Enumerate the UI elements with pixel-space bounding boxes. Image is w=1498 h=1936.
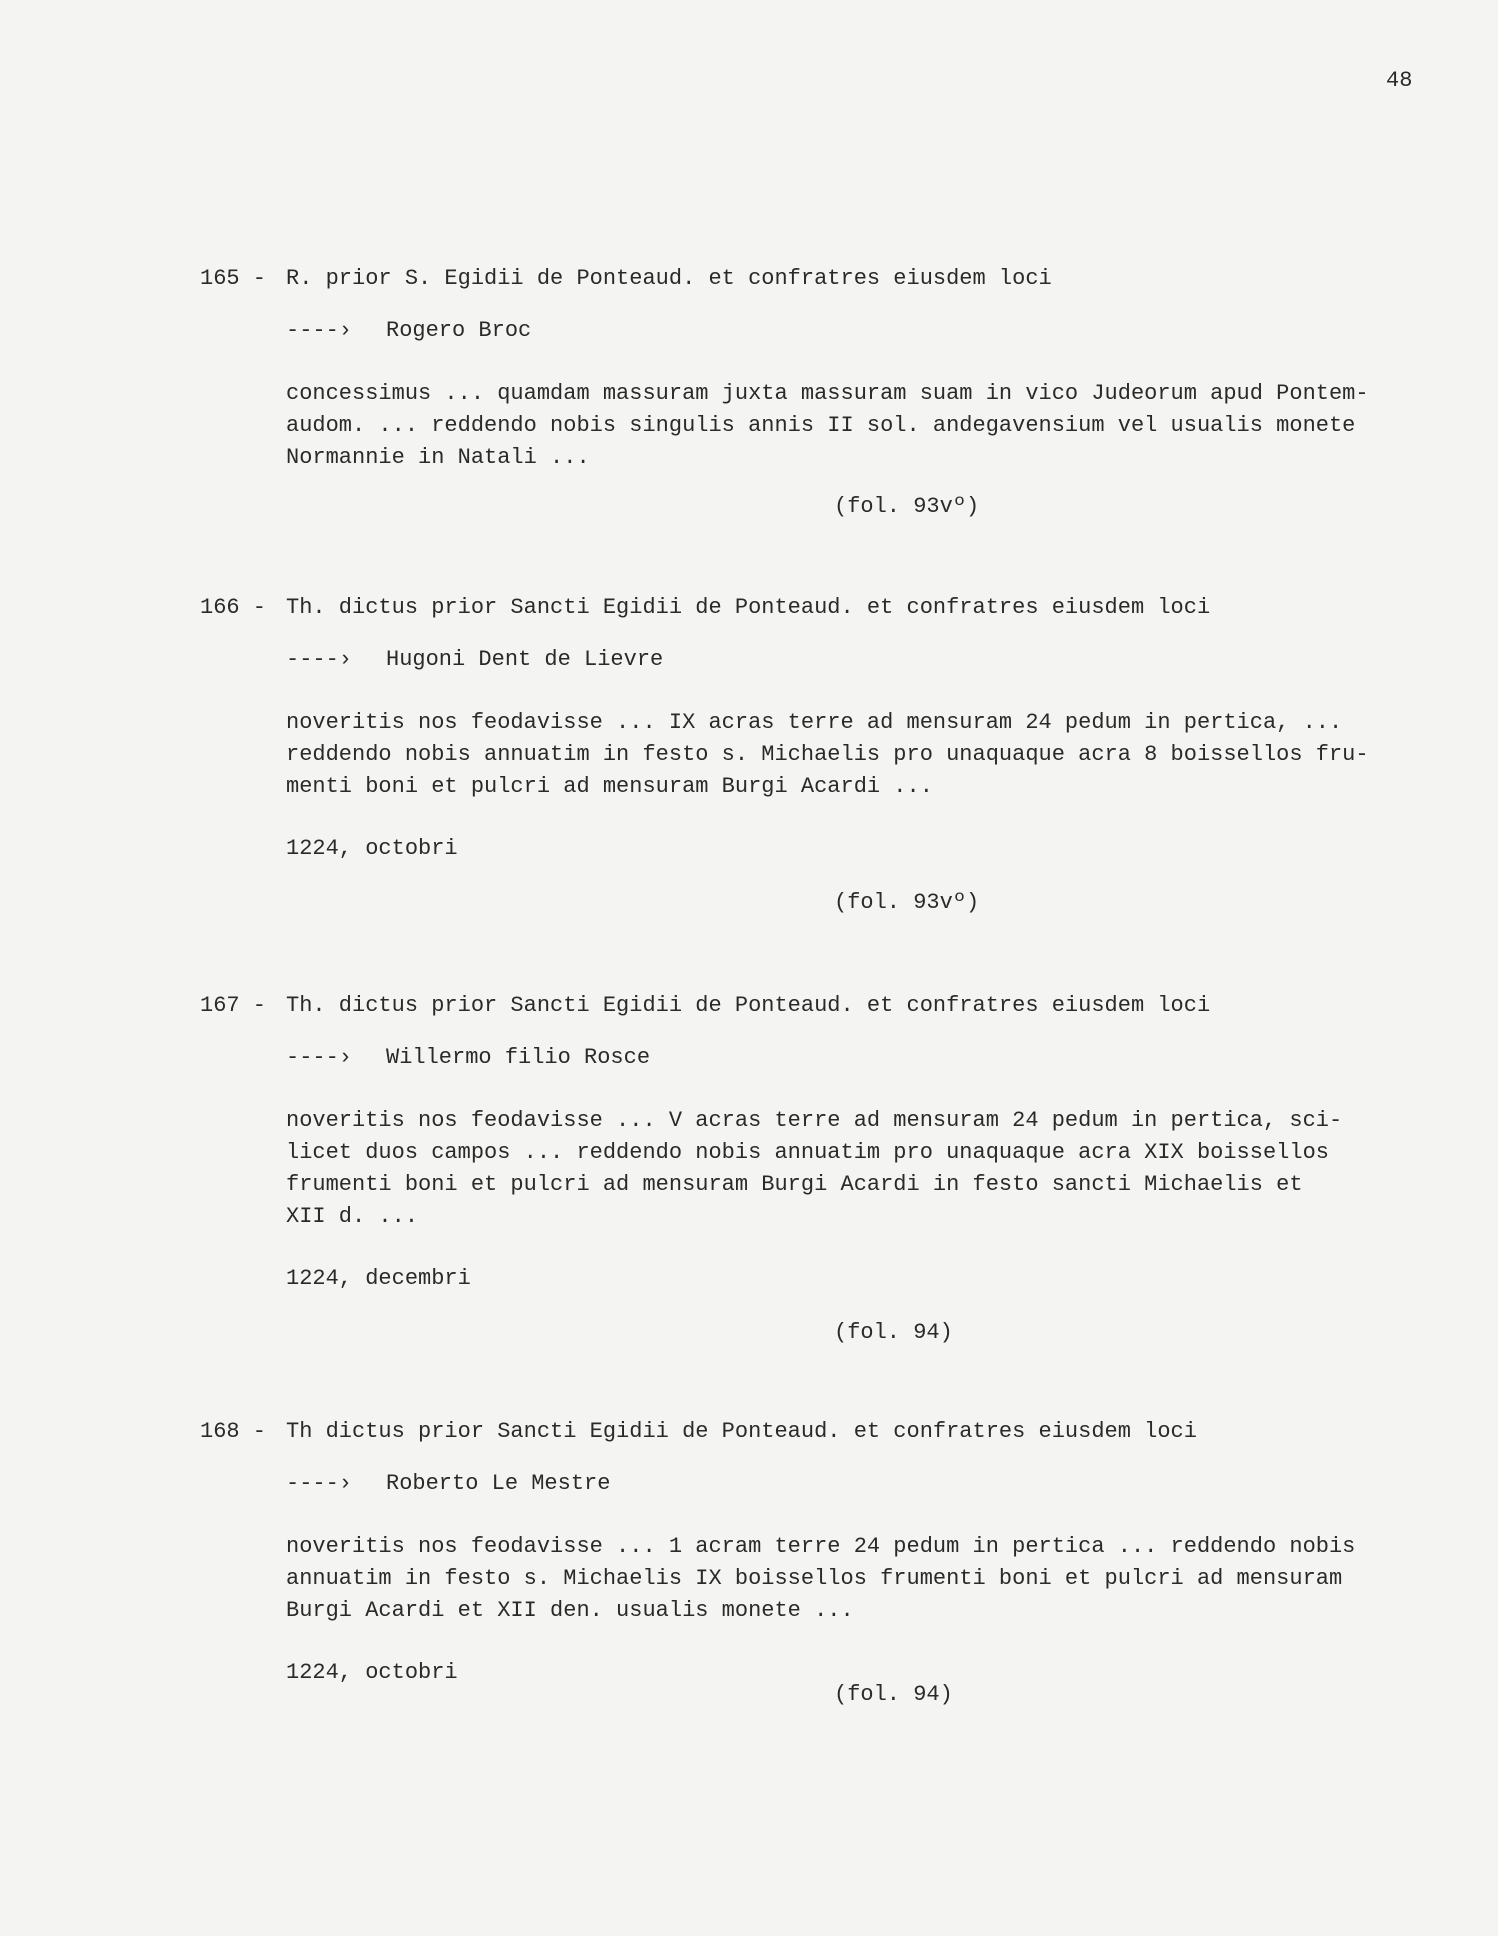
entry-168 (200, 1415, 1460, 1689)
entry-heading (200, 989, 1460, 1023)
entry-166 (200, 591, 1460, 865)
entry-167 (200, 989, 1460, 1295)
recipient-name: Hugoni Dent de Lievre (386, 647, 664, 672)
entry-number: 165 - (200, 266, 267, 291)
entry-grantor: Th. dictus prior Sancti Egidii de Ponteaud. et confratres eiusdem loci (286, 595, 1211, 620)
folio-reference: (fol. 94) (834, 1320, 953, 1345)
entry-heading (200, 591, 1460, 625)
folio-reference: (fol. 93vº) (834, 494, 980, 519)
text-line: frumenti boni et pulcri ad mensuram Burgi Acardi in festo sancti Michaelis et (286, 1172, 1303, 1197)
entry-date: 1224, decembri (286, 1266, 471, 1291)
text-line: noveritis nos feodavisse ... IX acras terre ad mensuram 24 pedum in pertica, ... (286, 710, 1343, 735)
recipient-name: Roberto Le Mestre (386, 1471, 611, 1496)
entry-number: 166 - (200, 595, 267, 620)
arrow-icon: ----› (286, 1471, 353, 1496)
text-line: audom. ... reddendo nobis singulis annis II sol. andegavensium vel usualis monete (286, 413, 1356, 438)
text-line: licet duos campos ... reddendo nobis annuatim pro unaquaque acra XIX boissellos (286, 1140, 1329, 1165)
text-line: XII d. ... (286, 1204, 419, 1229)
entry-date: 1224, octobri (286, 836, 458, 861)
text-line: noveritis nos feodavisse ... 1 acram terre 24 pedum in pertica ... reddendo nobis (286, 1534, 1356, 1559)
arrow-icon: ----› (286, 1045, 353, 1070)
folio-reference: (fol. 94) (834, 1682, 953, 1707)
text-line: Normannie in Natali ... (286, 445, 590, 470)
entry-text (286, 378, 1456, 474)
text-line: annuatim in festo s. Michaelis IX boissellos frumenti boni et pulcri ad mensuram (286, 1566, 1343, 1591)
entry-heading (200, 1415, 1460, 1449)
text-line: Burgi Acardi et XII den. usualis monete ... (286, 1598, 854, 1623)
page-number: 48 (1386, 68, 1413, 93)
entry-recipient (286, 643, 1460, 677)
arrow-icon: ----› (286, 647, 353, 672)
entry-number: 168 - (200, 1419, 267, 1444)
entry-date: 1224, octobri (286, 1660, 458, 1685)
entry-text (286, 1105, 1456, 1233)
entry-recipient (286, 314, 1460, 348)
entry-text (286, 1531, 1456, 1627)
recipient-name: Willermo filio Rosce (386, 1045, 651, 1070)
text-line: concessimus ... quamdam massuram juxta massuram suam in vico Judeorum apud Pontem- (286, 381, 1369, 406)
text-line: noveritis nos feodavisse ... V acras terre ad mensuram 24 pedum in pertica, sci- (286, 1108, 1343, 1133)
entry-grantor: Th. dictus prior Sancti Egidii de Ponteaud. et confratres eiusdem loci (286, 993, 1211, 1018)
entry-number: 167 - (200, 993, 267, 1018)
text-line: reddendo nobis annuatim in festo s. Michaelis pro unaquaque acra 8 boissellos fru- (286, 742, 1369, 767)
entry-grantor: R. prior S. Egidii de Ponteaud. et confratres eiusdem loci (286, 266, 1052, 291)
entry-grantor: Th dictus prior Sancti Egidii de Ponteaud. et confratres eiusdem loci (286, 1419, 1197, 1444)
recipient-name: Rogero Broc (386, 318, 532, 343)
folio-reference: (fol. 93vº) (834, 890, 980, 915)
entry-text (286, 707, 1456, 803)
arrow-icon: ----› (286, 318, 353, 343)
entry-heading (200, 262, 1460, 296)
entry-165 (200, 262, 1460, 474)
text-line: menti boni et pulcri ad mensuram Burgi Acardi ... (286, 774, 933, 799)
entry-recipient (286, 1041, 1460, 1075)
entry-recipient (286, 1467, 1460, 1501)
